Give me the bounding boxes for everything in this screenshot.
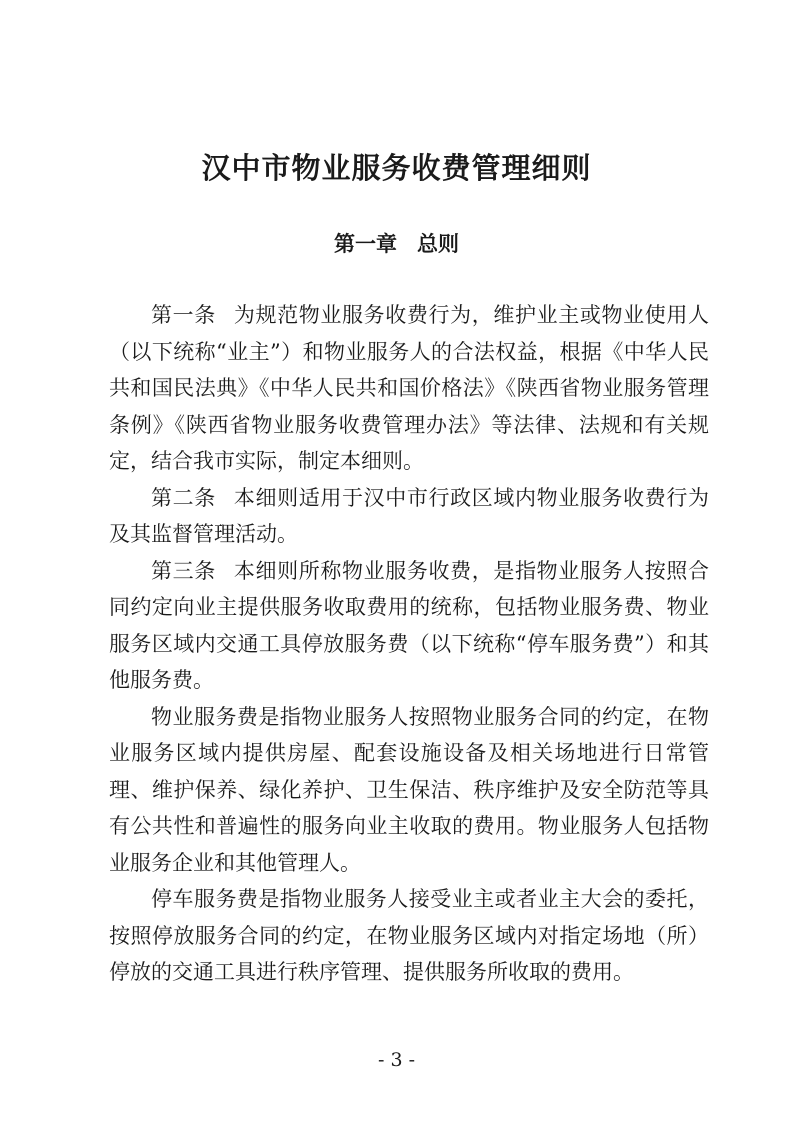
chapter-number: 第一章 <box>334 232 397 256</box>
paragraph-text: 物业服务费是指物业服务人按照物业服务合同的约定，在物业服务区域内提供房屋、配套设施设备及相关场地进行日常管理、维护保养、绿化养护、卫生保洁、秩序维护及安全防范等具有公共性和普遍性的服务向业主收取的费用。物业服务人包括物业服务企业和其他管理人。 <box>109 704 709 875</box>
page-number: - 3 - <box>377 1049 415 1071</box>
paragraph-article-2 <box>109 480 709 553</box>
article-number: 第一条 <box>151 303 216 327</box>
article-text: 为规范物业服务收费行为，维护业主或物业使用人（以下统称“业主”）和物业服务人的合法权益，根据《中华人民共和国民法典》《中华人民共和国价格法》《陕西省物业服务管理条例》《陕西省物业服务收费管理办法》等法律、法规和有关规定，结合我市实际，制定本细则。 <box>109 303 709 473</box>
paragraph-article-1 <box>109 297 709 480</box>
chapter-name: 总则 <box>417 232 459 256</box>
document-body <box>109 297 709 991</box>
document-title: 汉中市物业服务收费管理细则 <box>201 151 592 185</box>
paragraph-property-fee-definition <box>109 699 709 882</box>
chapter-heading <box>0 228 793 258</box>
paragraph-parking-fee-definition <box>109 881 709 991</box>
article-text: 本细则所称物业服务收费，是指物业服务人按照合同约定向业主提供服务收取费用的统称，包括物业服务费、物业服务区域内交通工具停放服务费（以下统称“停车服务费”）和其他服务费。 <box>109 558 709 692</box>
article-number: 第二条 <box>151 485 216 510</box>
article-text: 本细则适用于汉中市行政区域内物业服务收费行为及其监督管理活动。 <box>109 485 709 546</box>
article-number: 第三条 <box>151 558 216 583</box>
paragraph-article-3 <box>109 553 709 699</box>
paragraph-text: 停车服务费是指物业服务人接受业主或者业主大会的委托，按照停放服务合同的约定，在物业服务区域内对指定场地（所）停放的交通工具进行秩序管理、提供服务所收取的费用。 <box>109 887 709 984</box>
